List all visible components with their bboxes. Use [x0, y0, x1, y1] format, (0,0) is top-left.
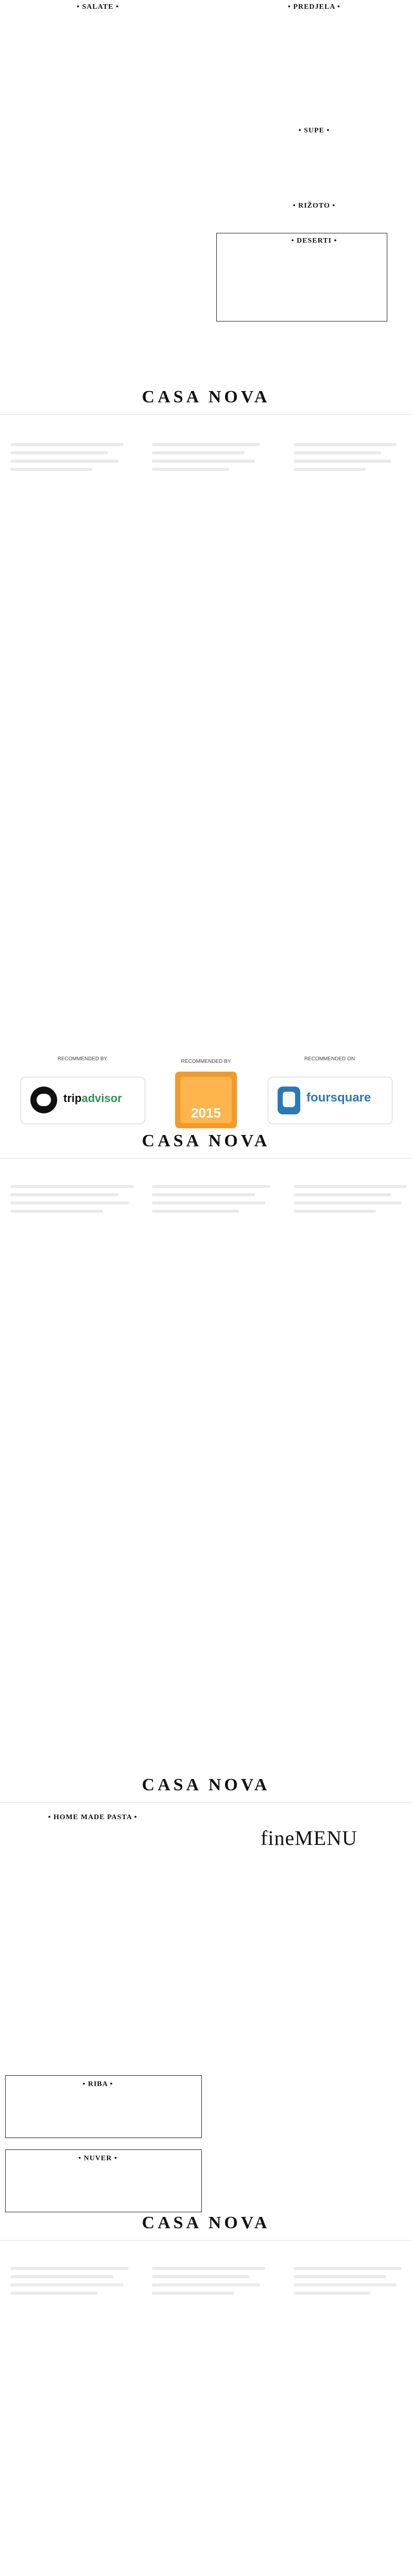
brand-casa-nova-3: CASA NOVA	[142, 1775, 270, 1794]
top-menu-block	[0, 0, 412, 422]
section-title-desserts: • DESERTI •	[291, 237, 337, 245]
wine-block	[0, 1164, 412, 1824]
foursquare-logo	[268, 1077, 392, 1124]
tripadvisor-owl-icon	[30, 1087, 57, 1113]
brand-casa-nova-1: CASA NOVA	[142, 387, 270, 406]
desserts-box	[216, 233, 387, 321]
foursquare-logo-text: foursquare	[306, 1091, 371, 1105]
fine-menu-left: fine	[261, 1826, 295, 1850]
divider-rule	[0, 414, 412, 415]
section-title-risotto: • RIŽOTO •	[293, 202, 336, 210]
foursquare-icon	[278, 1087, 300, 1114]
section-title-fish: • RIBA •	[82, 2080, 113, 2088]
brand-casa-nova-2: CASA NOVA	[142, 1131, 270, 1150]
fine-menu-right: MENU	[295, 1826, 357, 1850]
divider-rule-2	[0, 1158, 412, 1159]
section-title-drinks: • NUVER •	[78, 2155, 117, 2162]
section-title-soups: • SUPE •	[298, 127, 330, 134]
recommended-by-label-2: RECOMMENDED BY	[57, 1056, 108, 1062]
section-title-starters: • PREDJELA •	[288, 3, 340, 11]
award-badge	[175, 1072, 237, 1128]
drinks-block	[0, 422, 412, 1051]
recommended-by-label: RECOMMENDED BY	[181, 1059, 231, 1064]
divider-rule-4	[0, 2240, 412, 2241]
award-year: 2015	[191, 1105, 221, 1121]
bottom-block	[0, 2246, 412, 2576]
brand-casa-nova-4: CASA NOVA	[142, 2213, 270, 2232]
recommended-on-label: RECOMMENDED ON	[304, 1056, 355, 1062]
section-title-salads: • SALATE •	[77, 3, 119, 11]
section-title-home-made-pasta: • HOME MADE PASTA •	[48, 1814, 138, 1821]
fine-menu-title	[103, 1826, 412, 1850]
tripadvisor-logo	[21, 1077, 145, 1124]
recommended-logos	[0, 1066, 412, 1139]
divider-rule-3	[0, 1802, 412, 1803]
tripadvisor-logo-text: tripadvisor	[63, 1092, 122, 1105]
